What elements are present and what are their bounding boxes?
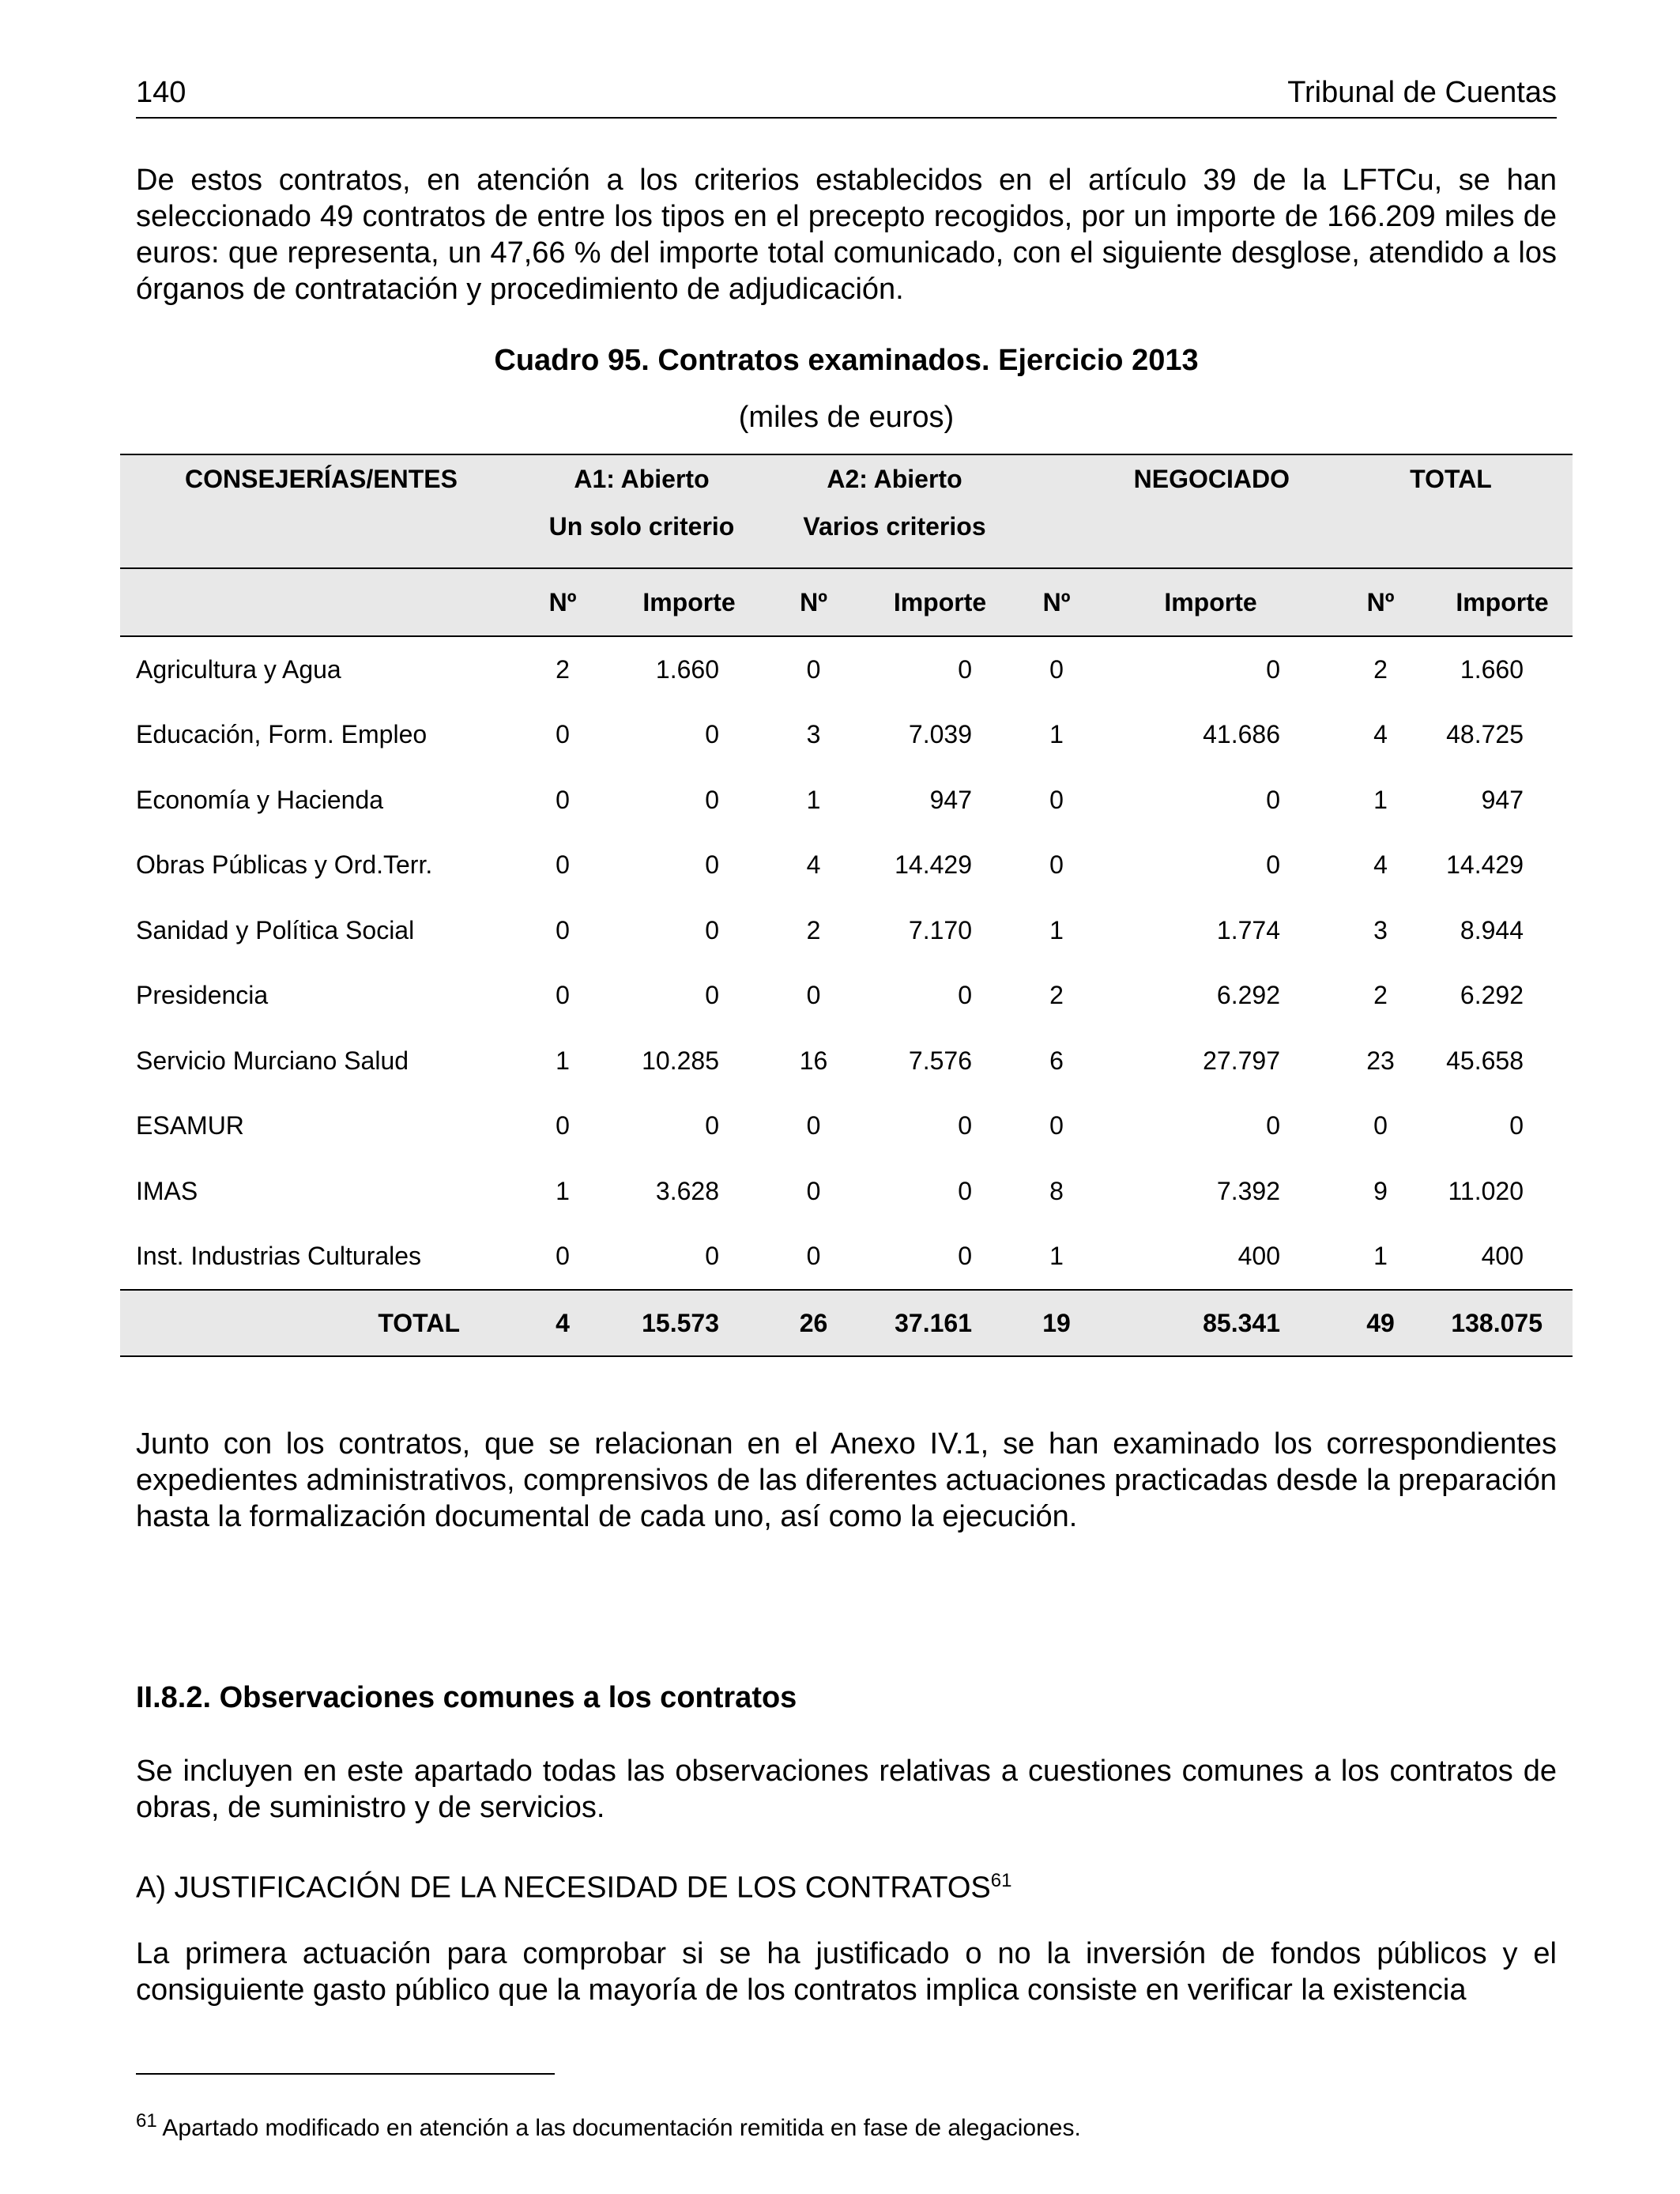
table-cell: 1 [556, 1176, 570, 1205]
table-cell: 6.292 [1216, 981, 1280, 1010]
header-a1-sub: Un solo criterio [548, 512, 735, 541]
table-cell: 0 [556, 1242, 570, 1271]
subheader-n: Nº [1329, 568, 1432, 636]
table-cell: 0 [1373, 1111, 1388, 1140]
table-cell: 4 [806, 850, 821, 880]
table-cell: 0 [958, 1242, 972, 1271]
table-row [120, 703, 1573, 768]
subsection-text: A) JUSTIFICACIÓN DE LA NECESIDAD DE LOS CONTRATOS [136, 1871, 991, 1905]
table-title: Cuadro 95. Contratos examinados. Ejercicio 2013 [494, 344, 1199, 377]
table-cell: 947 [1481, 785, 1524, 814]
table-cell: 0 [1266, 850, 1280, 880]
paragraph-observaciones: Se incluyen en este apartado todas las observaciones relativas a cuestiones comunes a los contratos de obras, de suministro y de servicios. [136, 1755, 1557, 1824]
table-cell: 0 [556, 981, 570, 1010]
subheader-importe: Importe [1432, 568, 1573, 636]
paragraph-anexo: Junto con los contratos, que se relacionan en el Anexo IV.1, se han examinado los correspondientes expedientes administrativos, comprensivos de las diferentes actuaciones practicadas desde la preparación hasta la formalización documental de cada uno, así como la ejecución. [136, 1427, 1557, 1533]
header-org: Tribunal de Cuentas [1287, 76, 1557, 109]
table-row [120, 1028, 1573, 1094]
row-entity-name: ESAMUR [136, 1111, 244, 1140]
total-cell: 19 [1021, 1290, 1092, 1356]
row-entity-name: Agricultura y Agua [136, 654, 341, 684]
row-entity-name: Educación, Form. Empleo [136, 720, 428, 749]
table-cell: 0 [556, 915, 570, 944]
table-cell: 10.285 [642, 1046, 719, 1075]
table-cell: 0 [556, 720, 570, 749]
header-entities: CONSEJERÍAS/ENTES [185, 465, 458, 493]
table-cell: 3 [1373, 915, 1388, 944]
table-cell: 0 [806, 1176, 821, 1205]
total-cell: 4 [515, 1290, 610, 1356]
header-a1: A1: Abierto [574, 465, 710, 493]
total-cell: 37.161 [859, 1290, 1021, 1356]
table-cell: 0 [806, 654, 821, 684]
footnote-ref[interactable]: 61 [990, 1870, 1012, 1891]
page-number: 140 [136, 76, 186, 109]
table-cell: 8 [1049, 1176, 1064, 1205]
table-row [120, 833, 1573, 899]
table-cell: 41.686 [1203, 720, 1280, 749]
table-row [120, 1094, 1573, 1159]
table-cell: 0 [1266, 654, 1280, 684]
paragraph-justificacion: La primera actuación para comprobar si se ha justificado o no la inversión de fondos públicos y el consiguiente gasto público que la mayoría de los contratos implica consiste en verificar la existencia [136, 1937, 1557, 2007]
table-cell: 6.292 [1460, 981, 1524, 1010]
table-cell: 0 [806, 1242, 821, 1271]
table-cell: 9 [1373, 1176, 1388, 1205]
table-cell: 1 [806, 785, 821, 814]
table-cell: 23 [1366, 1046, 1395, 1075]
subsection-heading [136, 1863, 1557, 1906]
table-cell: 14.429 [1446, 850, 1524, 880]
table-row [120, 767, 1573, 833]
table-cell: 16 [799, 1046, 828, 1075]
table-cell: 0 [958, 1176, 972, 1205]
table-cell: 0 [958, 1111, 972, 1140]
table-row [120, 1159, 1573, 1224]
table-cell: 48.725 [1446, 720, 1524, 749]
total-row [120, 1290, 1573, 1356]
table-cell: 1.774 [1216, 915, 1280, 944]
table-cell: 2 [1373, 981, 1388, 1010]
table-cell: 0 [705, 981, 719, 1010]
table-cell: 7.039 [908, 720, 972, 749]
subheader-importe: Importe [610, 568, 768, 636]
total-cell: 85.341 [1092, 1290, 1329, 1356]
intro-paragraph: De estos contratos, en atención a los criterios establecidos en el artículo 39 de la LFTCu, se han seleccionado 49 contratos de entre los tipos en el precepto recogidos, por un importe de 166.209 miles de euros: que representa, un 47,66 % del importe total comunicado, con el siguiente desglose, atendido a los órganos de contratación y procedimiento de adjudicación. [136, 164, 1557, 306]
table-cell: 0 [1266, 1111, 1280, 1140]
table-cell: 1.660 [655, 654, 719, 684]
header-a2: A2: Abierto [827, 465, 962, 493]
table-cell: 400 [1237, 1242, 1280, 1271]
table-cell: 0 [958, 981, 972, 1010]
footnote [136, 2110, 1081, 2142]
contracts-table [120, 454, 1573, 1357]
table-cell: 7.576 [908, 1046, 972, 1075]
table-cell: 4 [1373, 720, 1388, 749]
table-cell: 45.658 [1446, 1046, 1524, 1075]
total-cell: 49 [1329, 1290, 1432, 1356]
row-entity-name: Economía y Hacienda [136, 785, 384, 814]
subheader-n: Nº [1021, 568, 1092, 636]
table-cell: 0 [556, 1111, 570, 1140]
subheader-importe: Importe [1092, 568, 1329, 636]
table-row [120, 1224, 1573, 1291]
row-entity-name: Presidencia [136, 981, 269, 1010]
table-cell: 6 [1049, 1046, 1064, 1075]
table-cell: 11.020 [1448, 1176, 1524, 1205]
table-cell: 3 [806, 720, 821, 749]
table-cell: 1 [1373, 1242, 1388, 1271]
table-cell: 2 [1049, 981, 1064, 1010]
subheader-n: Nº [515, 568, 610, 636]
footnote-text: Apartado modificado en atención a las documentación remitida en fase de alegaciones. [162, 2115, 1081, 2141]
total-cell: 26 [768, 1290, 859, 1356]
table-cell: 1 [1049, 720, 1064, 749]
table-cell: 0 [1049, 654, 1064, 684]
table-cell: 0 [958, 654, 972, 684]
table-cell: 0 [705, 1242, 719, 1271]
table-cell: 2 [556, 654, 570, 684]
header-negociado: NEGOCIADO [1133, 465, 1290, 493]
table-cell: 14.429 [895, 850, 972, 880]
table-cell: 27.797 [1203, 1046, 1280, 1075]
table-cell: 0 [705, 785, 719, 814]
table-cell: 1 [1373, 785, 1388, 814]
footnote-number: 61 [136, 2110, 157, 2132]
table-cell: 7.170 [908, 915, 972, 944]
table-cell: 2 [1373, 654, 1388, 684]
table-cell: 0 [556, 785, 570, 814]
row-entity-name: Servicio Murciano Salud [136, 1046, 409, 1075]
total-cell: 15.573 [610, 1290, 768, 1356]
table-cell: 947 [929, 785, 972, 814]
table-cell: 7.392 [1216, 1176, 1280, 1205]
table-cell: 3.628 [655, 1176, 719, 1205]
table-row [120, 636, 1573, 703]
table-cell: 0 [705, 1111, 719, 1140]
table-cell: 0 [705, 720, 719, 749]
table-cell: 1.660 [1460, 654, 1524, 684]
table-cell: 0 [806, 1111, 821, 1140]
table-subtitle: (miles de euros) [738, 401, 955, 434]
total-cell: 138.075 [1432, 1290, 1573, 1356]
table-cell: 8.944 [1460, 915, 1524, 944]
row-entity-name: Inst. Industrias Culturales [136, 1242, 422, 1271]
table-row [120, 963, 1573, 1029]
table-cell: 0 [1049, 785, 1064, 814]
header-total: TOTAL [1410, 465, 1492, 493]
table-cell: 0 [1509, 1111, 1524, 1140]
total-label: TOTAL [120, 1290, 515, 1356]
table-cell: 0 [1049, 850, 1064, 880]
table-cell: 0 [806, 981, 821, 1010]
table-cell: 0 [705, 915, 719, 944]
subheader-n: Nº [768, 568, 859, 636]
table-cell: 1 [556, 1046, 570, 1075]
table-sub-header [120, 568, 1573, 636]
table-cell: 4 [1373, 850, 1388, 880]
table-cell: 1 [1049, 915, 1064, 944]
table-cell: 0 [1049, 1111, 1064, 1140]
table-row [120, 898, 1573, 963]
table-cell: 2 [806, 915, 821, 944]
table-cell: 400 [1481, 1242, 1524, 1271]
table-cell: 0 [556, 850, 570, 880]
subheader-importe: Importe [859, 568, 1021, 636]
row-entity-name: IMAS [136, 1176, 198, 1205]
header-a2-sub: Varios criterios [803, 512, 986, 541]
table-cell: 0 [1266, 785, 1280, 814]
table-cell: 1 [1049, 1242, 1064, 1271]
page-header [136, 76, 1557, 119]
row-entity-name: Sanidad y Política Social [136, 915, 415, 944]
table-cell: 0 [705, 850, 719, 880]
footnote-divider [136, 2073, 555, 2075]
row-entity-name: Obras Públicas y Ord.Terr. [136, 850, 433, 880]
table-group-header [120, 454, 1573, 568]
section-title: II.8.2. Observaciones comunes a los contratos [136, 1681, 797, 1714]
